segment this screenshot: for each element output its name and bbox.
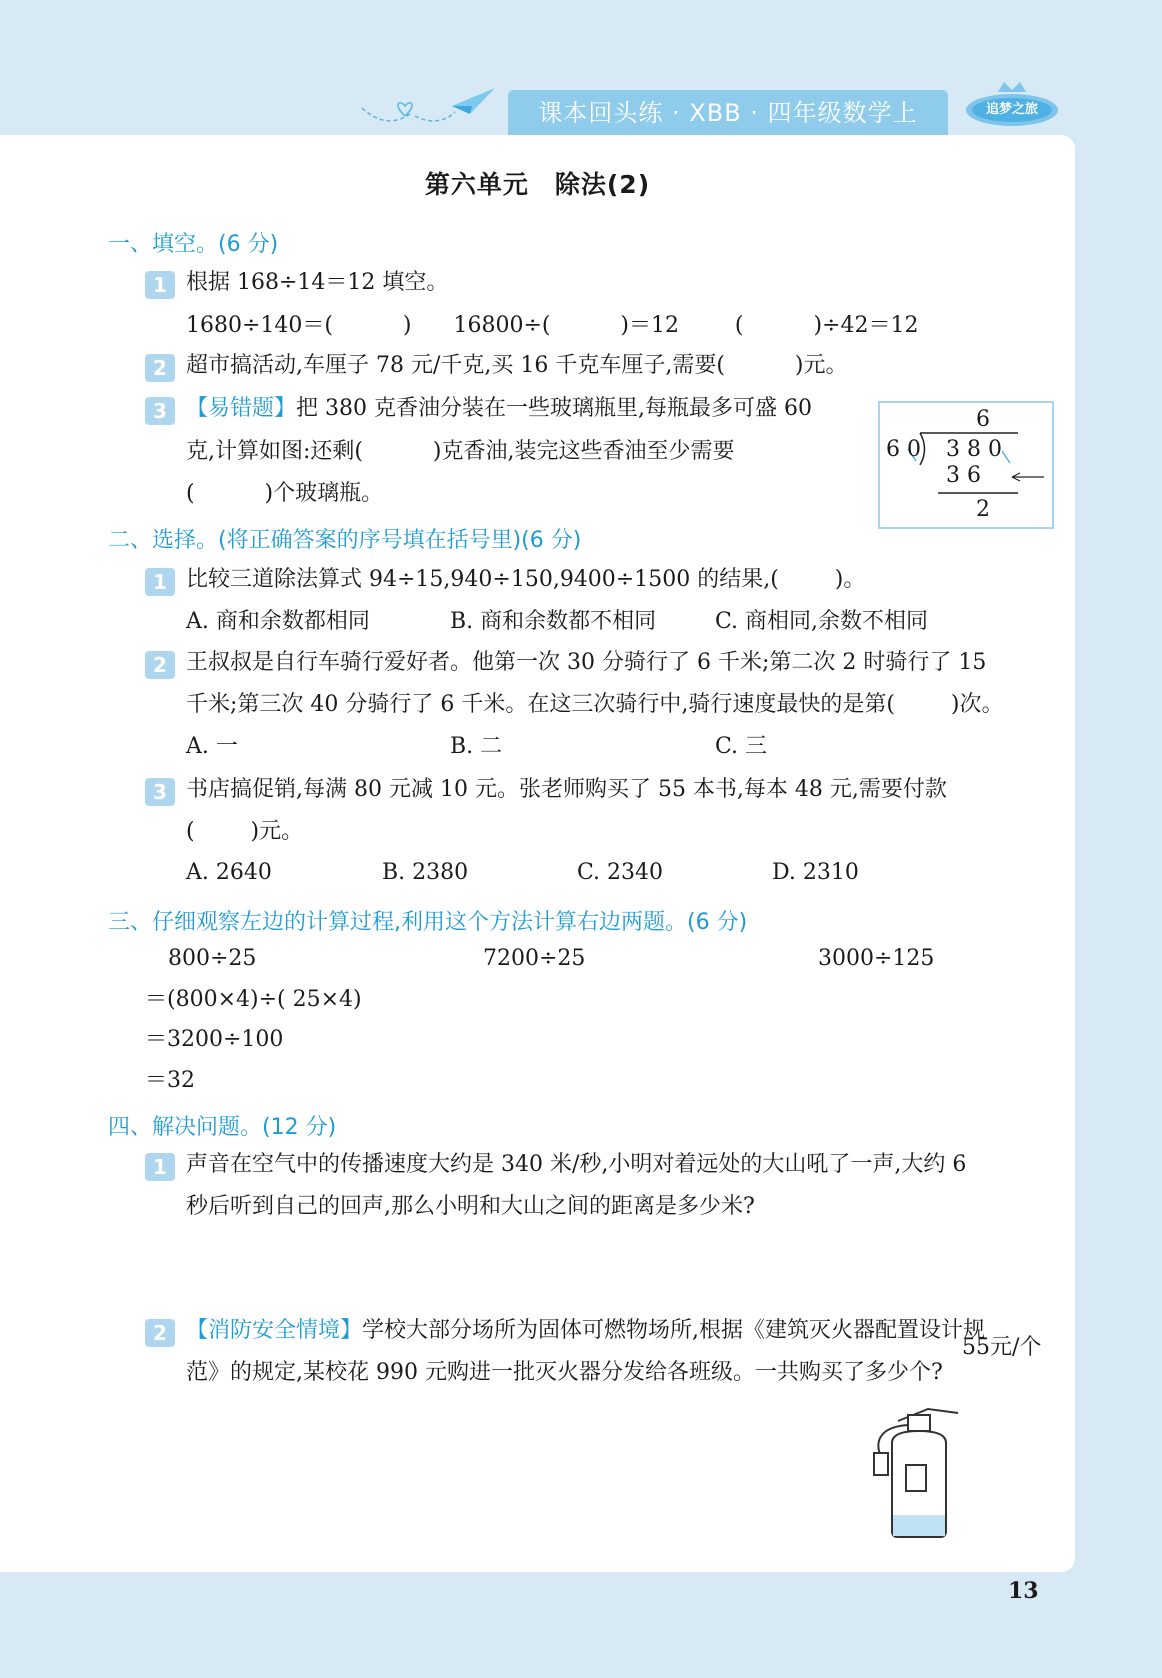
- logo-text: 追梦之旅: [985, 102, 1038, 117]
- division-remainder: 2: [976, 497, 990, 522]
- fill-in-line: 1680÷140＝( ) 16800÷( )＝12 ( )÷42＝12: [186, 313, 919, 338]
- section-heading-3: 三、仔细观察左边的计算过程,利用这个方法计算右边两题。(6 分): [108, 910, 748, 935]
- long-division-figure: [878, 401, 1054, 529]
- question-number: 2: [145, 651, 175, 679]
- division-divisor: 6 0: [886, 437, 921, 462]
- section-heading-2: 二、选择。(将正确答案的序号填在括号里)(6 分): [108, 528, 582, 553]
- question-text: 范》的规定,某校花 990 元购进一批灭火器分发给各班级。一共购买了多少个?: [186, 1360, 943, 1385]
- paper-plane-icon: [360, 84, 500, 134]
- question-text: 千米;第三次 40 分骑行了 6 千米。在这三次骑行中,骑行速度最快的是第( )次。: [186, 692, 1004, 717]
- example-step: ＝3200÷100: [145, 1027, 284, 1052]
- example-step: ＝32: [145, 1068, 195, 1093]
- option-c: C. 三: [715, 734, 768, 759]
- option-b: B. 2380: [382, 860, 469, 885]
- page-number: 13: [1008, 1578, 1039, 1604]
- division-product: 3 6: [946, 463, 981, 488]
- page-title: 第六单元 除法(2): [424, 170, 651, 199]
- question-text: ( )元。: [186, 819, 304, 844]
- question-text: 克,计算如图:还剩( )克香油,装完这些香油至少需要: [186, 439, 735, 464]
- section-heading-1: 一、填空。(6 分): [108, 232, 279, 257]
- question-number: 1: [145, 271, 175, 299]
- division-quotient: 6: [976, 407, 990, 432]
- division-dividend: 3 8 0: [946, 437, 1002, 462]
- question-text: 根据 168÷14＝12 填空。: [186, 270, 449, 295]
- question-text-part: 把 380 克香油分装在一些玻璃瓶里,每瓶最多可盛 60: [296, 396, 812, 421]
- question-number: 3: [145, 778, 175, 806]
- option-d: D. 2310: [772, 860, 859, 885]
- question-text: 超市搞活动,车厘子 78 元/千克,买 16 千克车厘子,需要( )元。: [186, 353, 848, 378]
- question-number: 1: [145, 568, 175, 596]
- question-number: 1: [145, 1153, 175, 1181]
- question-tag: 【消防安全情境】: [186, 1318, 363, 1343]
- question-text: 比较三道除法算式 94÷15,940÷150,9400÷1500 的结果,( )。: [186, 567, 866, 592]
- section-heading-4: 四、解决问题。(12 分): [108, 1115, 337, 1140]
- question-number: 2: [145, 1319, 175, 1347]
- question-text: 王叔叔是自行车骑行爱好者。他第一次 30 分骑行了 6 千米;第二次 2 时骑行了 15: [186, 650, 987, 675]
- question-text: [186, 394, 812, 424]
- option-a: A. 2640: [186, 860, 272, 885]
- question-number: 2: [145, 354, 175, 382]
- header-banner: 课本回头练 · XBB · 四年级数学上: [508, 90, 948, 136]
- question-tag: 【易错题】: [186, 396, 297, 421]
- option-a: A. 商和余数都相同: [186, 609, 370, 634]
- question-text: 声音在空气中的传播速度大约是 340 米/秒,小明对着远处的大山吼了一声,大约 6: [186, 1152, 967, 1177]
- question-text: [186, 1316, 985, 1346]
- question-number: 3: [145, 397, 175, 425]
- question-text: ( )个玻璃瓶。: [186, 481, 384, 506]
- question-text: 书店搞促销,每满 80 元减 10 元。张老师购买了 55 本书,每本 48 元,需要付款: [186, 777, 947, 802]
- worksheet-page: [0, 135, 1075, 1572]
- option-b: B. 商和余数都不相同: [450, 609, 657, 634]
- option-b: B. 二: [450, 734, 503, 759]
- task-expression: 3000÷125: [818, 946, 935, 971]
- example-step: 800÷25: [168, 946, 257, 971]
- option-c: C. 2340: [577, 860, 664, 885]
- question-text-part: 学校大部分场所为固体可燃物场所,根据《建筑灭火器配置设计规: [362, 1318, 986, 1343]
- fire-extinguisher-icon: [868, 1403, 968, 1543]
- option-a: A. 一: [186, 734, 238, 759]
- brand-logo: [962, 78, 1062, 134]
- example-step: ＝(800×4)÷( 25×4): [145, 987, 362, 1012]
- option-c: C. 商相同,余数不相同: [715, 609, 929, 634]
- question-text: 秒后听到自己的回声,那么小明和大山之间的距离是多少米?: [186, 1194, 755, 1219]
- task-expression: 7200÷25: [483, 946, 586, 971]
- price-label: 55元/个: [962, 1335, 1042, 1360]
